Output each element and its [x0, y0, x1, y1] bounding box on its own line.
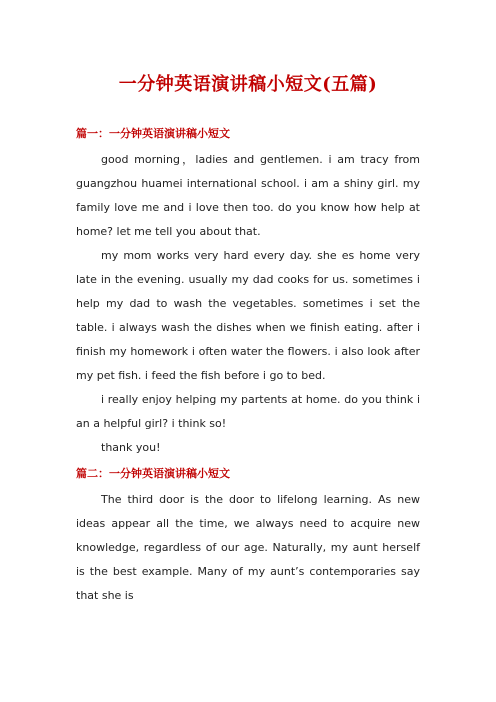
document-body [76, 120, 420, 608]
paragraph: good morning，ladies and gentlemen. i am tracy from guangzhou huamei international school. i am a shiny girl. my family love me and i love then too. do you know how help at home? let me tell you about that. [76, 153, 420, 238]
document-title: 一分钟英语演讲稿小短文(五篇) [118, 74, 378, 95]
section-2 [76, 460, 420, 608]
paragraph: my mom works very hard every day. she es home very late in the evening. usually my dad cooks for us. sometimes i help my dad to wash the vegetables. sometimes i set the table. i always wash the dishes when we finish eating. after i finish my homework i often water the flowers. i also look after my pet fish. i feed the fish before i go to bed. [76, 249, 420, 382]
section-1 [76, 120, 420, 460]
paragraph: thank you! [101, 441, 161, 454]
section-heading: 篇一：一分钟英语演讲稿小短文 [76, 127, 230, 140]
paragraph: The third door is the door to lifelong learning. As new ideas appear all the time, we always need to acquire new knowledge, regardless of our age. Naturally, my aunt herself is the best example. Many of my aunt’s contemporaries say that she is [76, 493, 420, 602]
paragraph: i really enjoy helping my partents at home. do you think i an a helpful girl? i think so! [76, 393, 420, 430]
section-heading: 篇二：一分钟英语演讲稿小短文 [76, 467, 230, 480]
